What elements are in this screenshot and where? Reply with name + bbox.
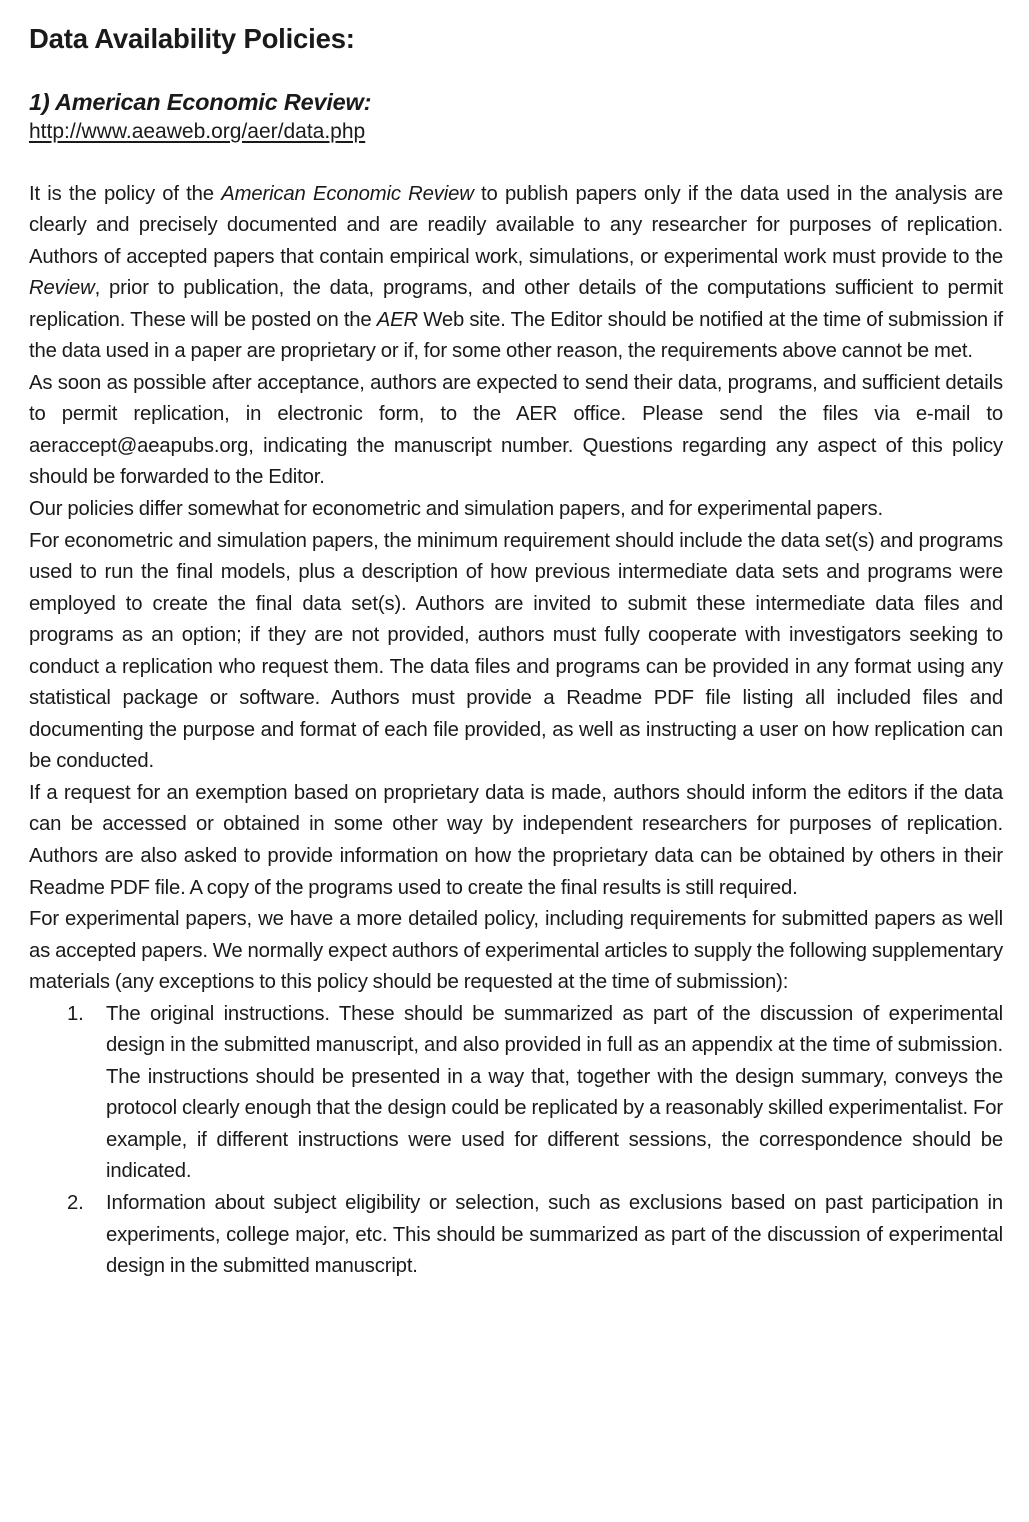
policy-paragraph-intro: It is the policy of the American Economic Review to publish papers only if the data used in the analysis are clearly and precisely documented and are readily available to any researcher for purposes of replication. Authors of accepted papers that contain empirical work, simulations, or experimental work must provide to the Review, prior to publication, the data, programs, and other details of the computations sufficient to permit replication. These will be posted on the AER Web site. The Editor should be notified at the time of submission if the data used in a paper are proprietary or if, for some other reason, the requirements above cannot be met. bbox=[29, 182, 1003, 363]
list-item-text: The original instructions. These should be summarized as part of the discussion of experimental design in the submitted manuscript, and also provided in full as an appendix at the time of submission. The instructions should be presented in a way that, together with the design summary, conveys the protocol clearly enough that the design could be replicated by a reasonably skilled experimentalist. For example, if different instructions were used for different sessions, the correspondence should be indicated. bbox=[106, 1002, 1003, 1183]
policy-paragraph-submission: As soon as possible after acceptance, authors are expected to send their data, programs, and sufficient details to permit replication, in electronic form, to the AER office. Please send the files via e-mail to aeraccept@aeapubs.org, indicating the manuscript number. Questions regarding any aspect of this policy should be forwarded to the Editor. bbox=[29, 371, 1003, 489]
list-item bbox=[29, 999, 1003, 1188]
list-item-text: Information about subject eligibility or selection, such as exclusions based on past participation in experiments, college major, etc. This should be summarized as part of the discussion of experimental design in the submitted manuscript. bbox=[106, 1192, 1003, 1278]
list-item-number: 1. bbox=[67, 1002, 84, 1025]
policy-paragraph-econometric: For econometric and simulation papers, the minimum requirement should include the data set(s) and programs used to run the final models, plus a description of how previous intermediate data sets and programs were employed to create the final data set(s). Authors are invited to submit these intermediate data files and programs as an option; if they are not provided, authors must fully cooperate with investigators seeking to conduct a replication who request them. The data files and programs can be provided in any format using any statistical package or software. Authors must provide a Readme PDF file listing all included files and documenting the purpose and format of each file provided, as well as instructing a user on how replication can be conducted. bbox=[29, 529, 1003, 773]
list-item bbox=[29, 1188, 1003, 1283]
policy-paragraph-experimental: For experimental papers, we have a more detailed policy, including requirements for submitted papers as well as accepted papers. We normally expect authors of experimental articles to supply the following supplementary materials (any exceptions to this policy should be requested at the time of submission): bbox=[29, 908, 1003, 994]
policy-paragraph-exemption: If a request for an exemption based on proprietary data is made, authors should inform the editors if the data can be accessed or obtained in some other way by independent researchers for purposes of replication. Authors are also asked to provide information on how the proprietary data can be obtained by others in their Readme PDF file. A copy of the programs used to create the final results is still required. bbox=[29, 781, 1003, 899]
section-heading: 1) American Economic Review: bbox=[29, 89, 372, 115]
page-title: Data Availability Policies: bbox=[29, 23, 355, 54]
requirements-list bbox=[29, 999, 1003, 1283]
policy-body bbox=[29, 179, 1003, 1283]
list-item-number: 2. bbox=[67, 1192, 84, 1214]
policy-paragraph-differences: Our policies differ somewhat for econometric and simulation papers, and for experimental papers. bbox=[29, 497, 884, 520]
document-page bbox=[29, 18, 1003, 1283]
policy-url-link[interactable]: http://www.aeaweb.org/aer/data.php bbox=[29, 120, 366, 143]
